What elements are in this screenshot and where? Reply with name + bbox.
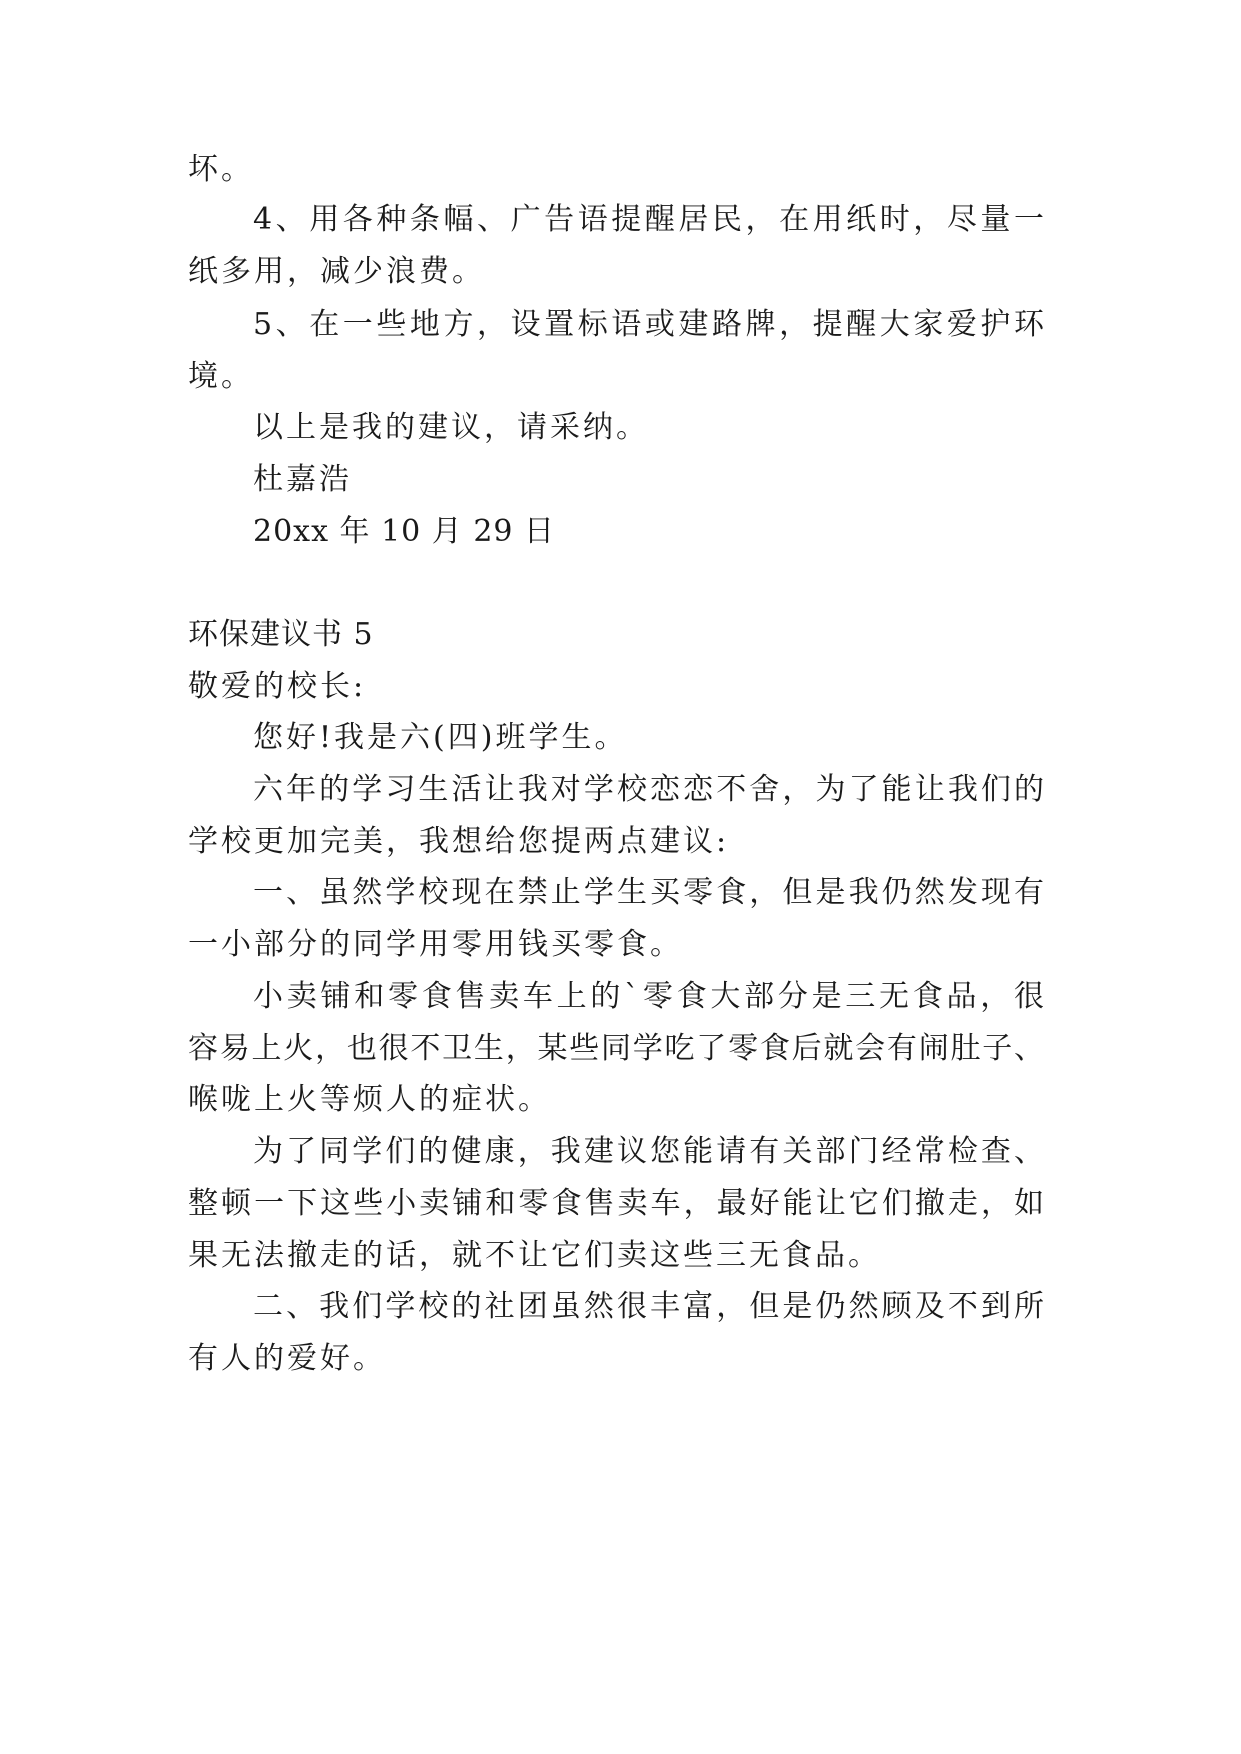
text-line: 有人的爱好。 bbox=[188, 1341, 386, 1376]
text-line: 纸多用，减少浪费。 bbox=[188, 254, 485, 289]
text-line: 为了同学们的健康，我建议您能请有关部门经常检查、 bbox=[253, 1134, 1044, 1169]
text-line: 二、我们学校的社团虽然很丰富，但是仍然顾及不到所 bbox=[253, 1289, 1044, 1324]
text-line: 5、在一些地方，设置标语或建路牌，提醒大家爱护环 bbox=[253, 307, 1044, 342]
text-line: 整顿一下这些小卖铺和零食售卖车，最好能让它们撤走，如 bbox=[188, 1186, 1044, 1221]
text-line: 您好!我是六(四)班学生。 bbox=[253, 720, 628, 755]
text-line: 一、虽然学校现在禁止学生买零食，但是我仍然发现有 bbox=[253, 875, 1044, 910]
text-line: 一小部分的同学用零用钱买零食。 bbox=[188, 927, 683, 962]
text-line: 坏。 bbox=[188, 152, 254, 187]
text-line: 小卖铺和零食售卖车上的`零食大部分是三无食品，很 bbox=[253, 979, 1044, 1014]
text-line: 境。 bbox=[188, 359, 254, 394]
text-line: 喉咙上火等烦人的症状。 bbox=[188, 1082, 551, 1117]
text-line: 4、用各种条幅、广告语提醒居民，在用纸时，尽量一 bbox=[253, 202, 1044, 237]
section-title: 环保建议书 5 bbox=[188, 617, 374, 652]
text-line: 以上是我的建议，请采纳。 bbox=[253, 410, 649, 445]
text-line: 学校更加完美，我想给您提两点建议: bbox=[188, 824, 730, 859]
text-line: 六年的学习生活让我对学校恋恋不舍，为了能让我们的 bbox=[253, 772, 1044, 807]
text-line: 果无法撤走的话，就不让它们卖这些三无食品。 bbox=[188, 1238, 881, 1273]
signature-name: 杜嘉浩 bbox=[253, 462, 352, 497]
signature-date: 20xx 年 10 月 29 日 bbox=[253, 514, 556, 549]
salutation: 敬爱的校长: bbox=[188, 669, 367, 704]
text-line: 容易上火，也很不卫生，某些同学吃了零食后就会有闹肚子、 bbox=[188, 1031, 1044, 1066]
